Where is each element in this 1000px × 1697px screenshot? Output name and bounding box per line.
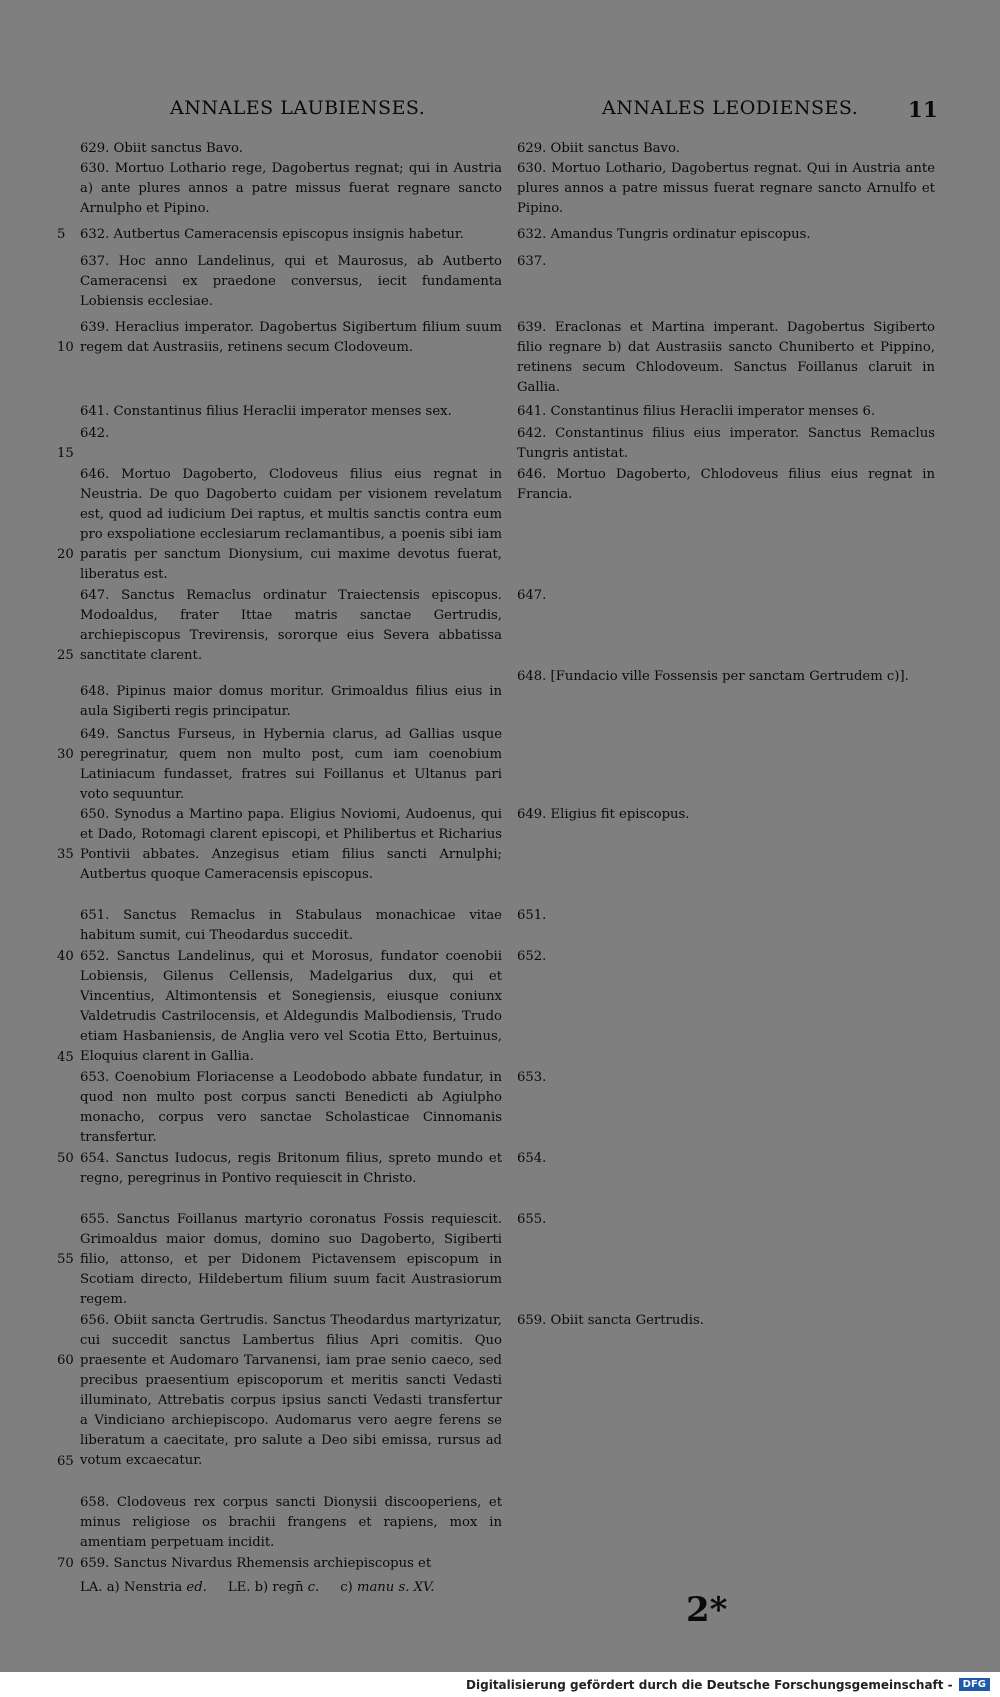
left-column-entry: 659. Sanctus Nivardus Rhemensis archiepiscopus et: [80, 1556, 432, 1571]
footnote-c-text: manu s. XV.: [356, 1580, 435, 1595]
footnote-la: LA.: [80, 1580, 103, 1595]
line-number: 65: [57, 1454, 74, 1469]
line-number: 15: [57, 446, 74, 461]
right-column-entry: 632. Amandus Tungris ordinatur episcopus.: [517, 227, 811, 242]
left-column-entry: 641. Constantinus filius Heraclii imperator menses sex.: [80, 404, 452, 419]
left-column-entry: 646. Mortuo Dagoberto, Clodoveus filius eius regnat in Neustria. De quo Dagoberto cuidam per visionem revelatum est, quod ad iudicium Dei raptus, et multis sanctis contra eum pro exspoliatione ecclesiarum reclamantibus, a poenis sibi iam paratis per sanctum Dionysium, cui maxime devotus fuerat, liberatus est.: [80, 467, 502, 582]
left-column-entry: 650. Synodus a Martino papa. Eligius Noviomi, Audoenus, qui et Dado, Rotomagi clarent episcopi, et Philibertus et Richarius Pontivii abbates. Anzegisus etiam filius sancti Arnulphi; Autbertus quoque Cameracensis episcopus.: [80, 807, 502, 882]
line-number: 5: [57, 227, 66, 242]
left-column-entry: 652. Sanctus Landelinus, qui et Morosus, fundator coenobii Lobiensis, Gilenus Cellensis, Madelgarius dux, qui et Vincentius, Altimontensis et Sonegiensis, eiusque coniunx Valdetrudis Castrilocensis, et Aldegundis Malbodiensis, Trudo etiam Hasbaniensis, de Anglia vero vel Scotia Etto, Bertuinus, Eloquius clarent in Gallia.: [80, 949, 502, 1064]
digitization-credit: Digitalisierung gefördert durch die Deutsche Forschungsgemeinschaft -: [466, 1677, 953, 1692]
left-column-entry: 653. Coenobium Floriacense a Leodobodo abbate fundatur, in quod non multo post corpus sancti Benedicti ab Agiulpho monacho, corpus vero sanctae Scholasticae Cinnomanis transfertur.: [80, 1070, 502, 1145]
line-number: 60: [57, 1353, 74, 1368]
footnote-b-mark: b): [254, 1580, 269, 1595]
right-column-entry: 659. Obiit sancta Gertrudis.: [517, 1313, 704, 1328]
line-number: 45: [57, 1050, 74, 1065]
left-column-entry: 639. Heraclius imperator. Dagobertus Sigibertum filium suum regem dat Austrasiis, retinens secum Clodoveum.: [80, 320, 502, 355]
left-column-entry: 632. Autbertus Cameracensis episcopus insignis habetur.: [80, 227, 464, 242]
footnote-le: LE.: [227, 1580, 251, 1595]
signature-mark: 2*: [686, 1590, 728, 1630]
right-column-entry: 629. Obiit sanctus Bavo.: [517, 141, 680, 156]
left-column-entry: 651. Sanctus Remaclus in Stabulaus monachicae vitae habitum sumit, cui Theodardus succedit.: [80, 908, 502, 943]
left-column-entry: 642.: [80, 426, 110, 441]
header-left-title: ANNALES LAUBIENSES.: [170, 97, 426, 119]
footnote-a-ed: ed.: [186, 1580, 207, 1595]
left-column-entry: 655. Sanctus Foillanus martyrio coronatus Fossis requiescit. Grimoaldus maior domus, domino suo Dagoberto, Sigiberti filio, attonso, et per Didonem Pictavensem episcopum in Scotiam directo, Hildebertum filium suum facit Austrasiorum regem.: [80, 1212, 502, 1307]
line-number: 35: [57, 847, 74, 862]
line-number: 25: [57, 648, 74, 663]
line-number: 30: [57, 747, 74, 762]
dfg-logo-icon: DFG: [959, 1678, 990, 1691]
right-column-entry: 641. Constantinus filius Heraclii imperator menses 6.: [517, 404, 876, 419]
left-column-entry: 637. Hoc anno Landelinus, qui et Maurosus, ab Autberto Cameracensi ex praedone conversus, iecit fundamenta Lobiensis ecclesiae.: [80, 254, 502, 309]
right-column-entry: 646. Mortuo Dagoberto, Chlodoveus filius eius regnat in Francia.: [517, 467, 935, 502]
right-column-entry: 642. Constantinus filius eius imperator. Sanctus Remaclus Tungris antistat.: [517, 426, 935, 461]
left-column-entry: 648. Pipinus maior domus moritur. Grimoaldus filius eius in aula Sigiberti regis principatur.: [80, 684, 502, 719]
right-column-entry: 637.: [517, 254, 547, 269]
right-column-entry: 651.: [517, 908, 547, 923]
left-column-entry: 649. Sanctus Furseus, in Hybernia clarus, ad Gallias usque peregrinatur, quem non multo post, cum iam coenobium Latiniacum fundasset, fratres sui Foillanus et Ultanus pari voto sequuntur.: [80, 727, 502, 802]
footnote-c-mark: c): [340, 1580, 353, 1595]
right-column-entry: 653.: [517, 1070, 547, 1085]
right-column-entry: 655.: [517, 1212, 547, 1227]
header-right-title: ANNALES LEODIENSES.: [602, 97, 859, 119]
right-column-entry: 639. Eraclonas et Martina imperant. Dagobertus Sigiberto filio regnare b) dat Austrasiis sancto Chuniberto et Pippino, retinens secum Chlodoveum. Sanctus Foillanus claruit in Gallia.: [517, 320, 935, 395]
right-column-entry: 652.: [517, 949, 547, 964]
digitization-bar: [0, 1672, 1000, 1697]
footnotes: [80, 1580, 434, 1595]
line-number: 50: [57, 1151, 74, 1166]
line-number: 70: [57, 1556, 74, 1571]
line-number: 40: [57, 949, 74, 964]
line-number: 20: [57, 547, 74, 562]
left-column-entry: 654. Sanctus Iudocus, regis Britonum filius, spreto mundo et regno, peregrinus in Pontivo requiescit in Christo.: [80, 1151, 502, 1186]
right-column-entry: 648. [Fundacio ville Fossensis per sanctam Gertrudem c)].: [517, 669, 909, 684]
left-column-entry: 656. Obiit sancta Gertrudis. Sanctus Theodardus martyrizatur, cui succedit sanctus Lambertus filius Apri comitis. Quo praesente et Audomaro Tarvanensi, iam prae senio caeco, sed precibus praesentium episcoporum et meritis sancti Vedasti illuminato, Attrebatis corpus ipsius sancti Vedasti transfertur a Vindiciano archiepiscopo. Audomarus vero aegre ferens se liberatum a caecitate, pro salute a Deo sibi emissa, rursus ad votum excaecatur.: [80, 1313, 502, 1468]
left-column-entry: 647. Sanctus Remaclus ordinatur Traiectensis episcopus. Modoaldus, frater Ittae matris sanctae Gertrudis, archiepiscopus Trevirensis, sororque eius Severa abbatissa sanctitate clarent.: [80, 588, 502, 663]
left-column-entry: 629. Obiit sanctus Bavo.: [80, 141, 243, 156]
left-column-entry: 630. Mortuo Lothario rege, Dagobertus regnat; qui in Austria a) ante plures annos a patre missus fuerat regnare sancto Arnulpho et Pipino.: [80, 161, 502, 216]
right-column-entry: 654.: [517, 1151, 547, 1166]
line-number: 55: [57, 1252, 74, 1267]
page-number: 11: [908, 97, 939, 122]
right-column-entry: 630. Mortuo Lothario, Dagobertus regnat. Qui in Austria ante plures annos a patre missus fuerat regnare sancto Arnulfo et Pipino.: [517, 161, 935, 216]
left-column-entry: 658. Clodoveus rex corpus sancti Dionysii discooperiens, et minus religiose os brachii frangens et rapiens, mox in amentiam perpetuam incidit.: [80, 1495, 502, 1550]
footnote-b-text: regn̄: [272, 1580, 304, 1595]
right-column-entry: 647.: [517, 588, 547, 603]
footnote-a-text: Nenstria: [123, 1580, 183, 1595]
right-column-entry: 649. Eligius fit episcopus.: [517, 807, 690, 822]
footnote-a-mark: a): [106, 1580, 120, 1595]
line-number: 10: [57, 340, 74, 355]
footnote-b-c: c.: [307, 1580, 320, 1595]
